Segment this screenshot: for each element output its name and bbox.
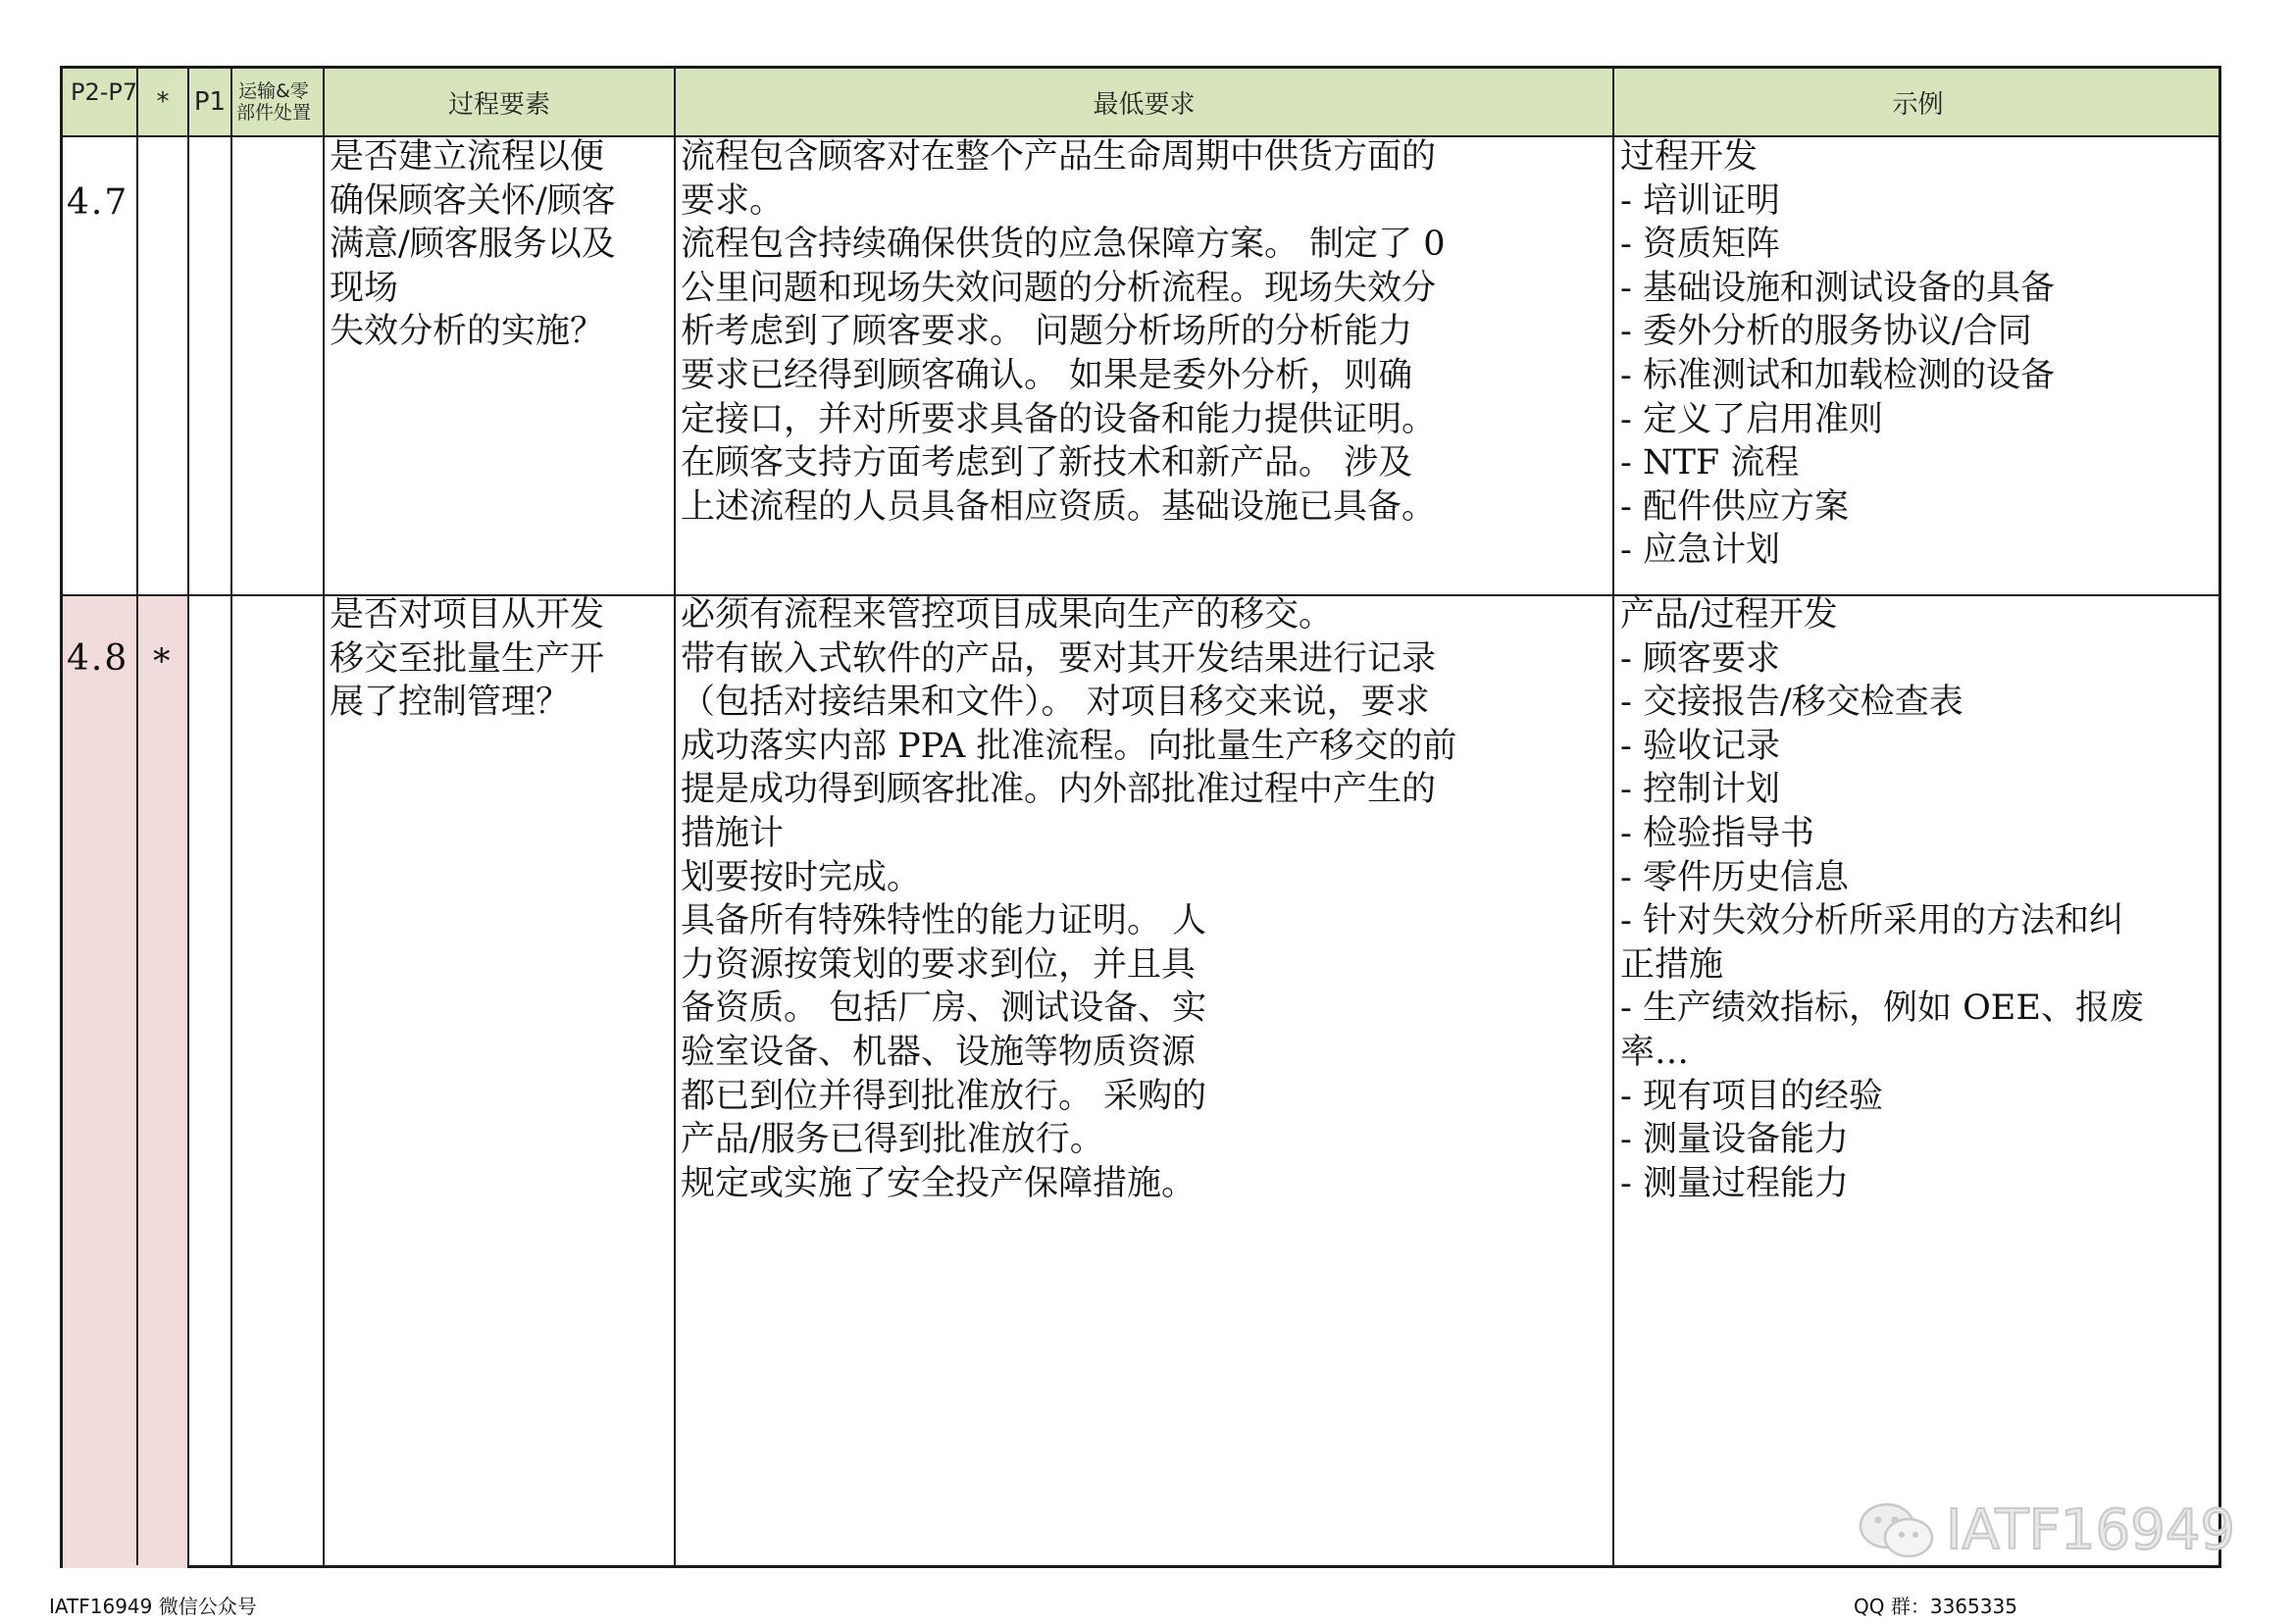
example-list: 过程开发 - 培训证明 - 资质矩阵 - 基础设施和测试设备的具备 - 委外分析的服务协议/合同 - 标准测试和加载检测的设备 - 定义了启用准则 - NTF 流程 - 配件供应方案 - 应急计划 xyxy=(1620,137,2055,571)
row-4-8-highlight xyxy=(63,596,187,1568)
minimum-requirement-text: 必须有流程来管控项目成果向生产的移交。 带有嵌入式软件的产品，要对其开发结果进行记录 （包括对接结果和文件）。 对项目移交来说，要求 成功落实内部 PPA 批准流程。向批量生产移交的前 提是成功得到顾客批准。内外部批准过程中产生的 措施计 划要按时完成。 具备所有特殊特性的能力证明。 人 力资源按策划的要求到位，并且具 备资质。 包括厂房、测试设备、实 验室设备、机器、设施等物质资源 都已到位并得到批准放行。 采购的 产品/服务已得到批准放行。 规定或实施了安全投产保障措施。 xyxy=(681,595,1457,1203)
header-p1: P1 xyxy=(193,87,227,117)
header-transport: 运输&零 部件处置 xyxy=(236,80,312,124)
header-process-element: 过程要素 xyxy=(447,89,550,120)
process-element-question: 是否建立流程以便 确保顾客关怀/顾客 满意/顾客服务以及 现场 失效分析的实施？ xyxy=(330,137,616,352)
process-element-question: 是否对项目从开发 移交至批量生产开 展了控制管理？ xyxy=(330,595,605,723)
audit-table xyxy=(60,66,2221,1568)
col-divider xyxy=(230,69,232,1565)
header-minimum-requirement: 最低要求 xyxy=(1093,89,1196,120)
row-id: 4.8 xyxy=(67,638,129,679)
col-divider xyxy=(1612,69,1614,1565)
header-star: * xyxy=(156,87,170,117)
wechat-icon xyxy=(1858,1500,1936,1561)
col-divider xyxy=(674,69,676,1565)
col-divider xyxy=(323,69,325,1565)
footer-left: IATF16949 微信公众号 xyxy=(49,1595,257,1618)
minimum-requirement-text: 流程包含顾客对在整个产品生命周期中供货方面的 要求。 流程包含持续确保供货的应急保障方案。 制定了 0 公里问题和现场失效问题的分析流程。现场失效分 析考虑到了顾客要求。 问题分析场所的分析能力 要求已经得到顾客确认。 如果是委外分析，则确 定接口，并对所要求具备的设备和能力提供证明。 在顾客支持方面考虑到了新技术和新产品。 涉及 上述流程的人员具备相应资质。基础设施已具备。 xyxy=(681,137,1446,527)
header-example: 示例 xyxy=(1892,89,1944,120)
example-list: 产品/过程开发 - 顾客要求 - 交接报告/移交检查表 - 验收记录 - 控制计划 - 检验指导书 - 零件历史信息 - 针对失效分析所采用的方法和纠 正措施 - 生产绩效指标，例如 OEE、报废 率… - 现有项目的经验 - 测量设备能力 - 测量过程能力 xyxy=(1620,595,2144,1203)
col-divider xyxy=(187,69,189,1565)
footer-right: QQ 群：3365335 xyxy=(1854,1595,2017,1618)
row-id: 4.7 xyxy=(67,182,129,223)
watermark xyxy=(1858,1498,2235,1562)
header-p2p7: P2-P7 xyxy=(71,78,138,106)
watermark-text: IATF16949 xyxy=(1945,1498,2235,1562)
key-question-star: * xyxy=(153,642,171,682)
col-divider xyxy=(136,69,138,1565)
